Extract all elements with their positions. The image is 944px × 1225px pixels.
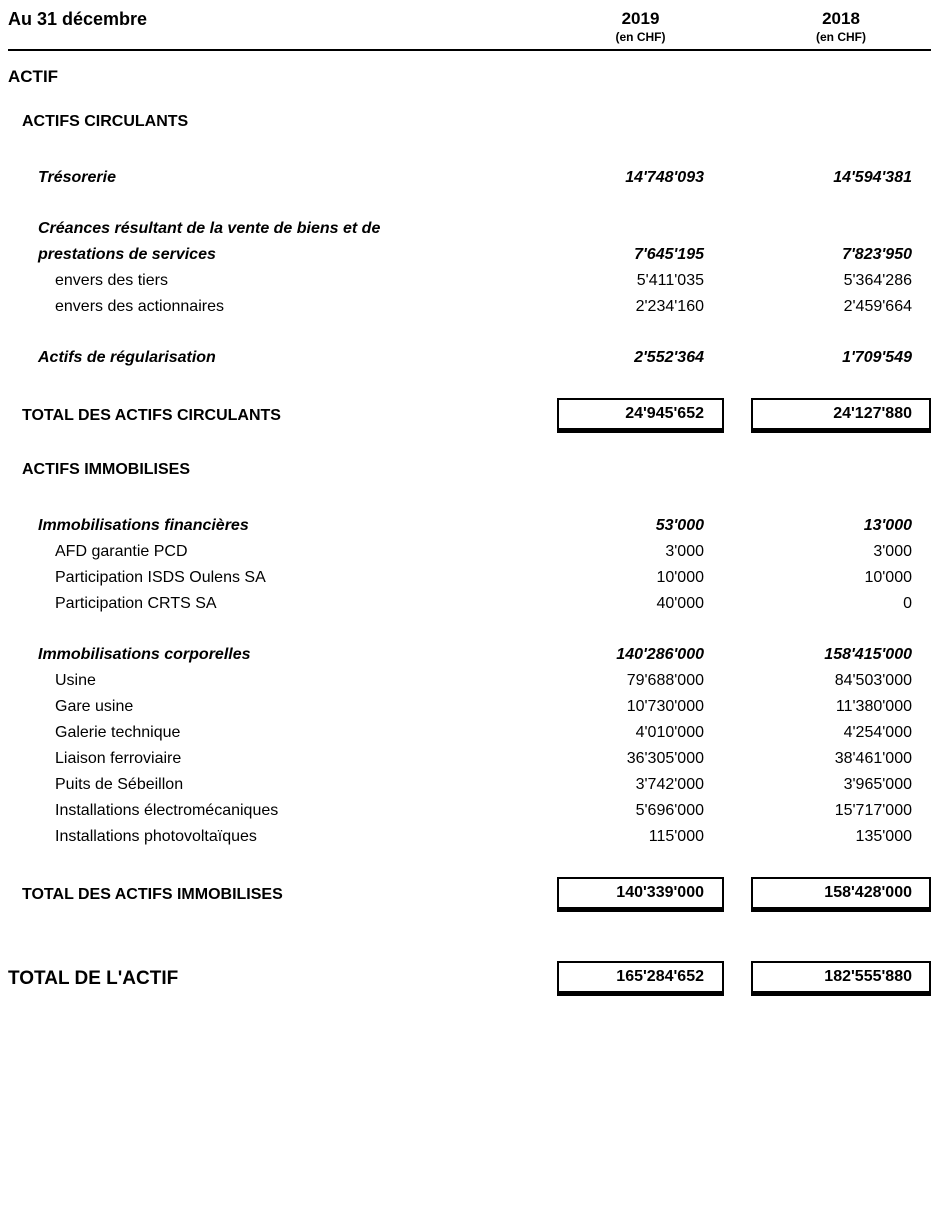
table-row xyxy=(8,396,931,435)
value-2018: 158'415'000 xyxy=(824,646,912,663)
row-label: Créances résultant de la vente de biens et de xyxy=(38,220,381,237)
value-2019: 24'945'652 xyxy=(557,398,724,430)
value-2019: 7'645'195 xyxy=(634,246,704,263)
value-2018: 0 xyxy=(903,595,912,612)
column-header-2019 xyxy=(557,8,724,45)
value-2019: 2'234'160 xyxy=(635,298,704,315)
column-header-2018 xyxy=(751,8,931,45)
value-2018: 182'555'880 xyxy=(751,961,931,993)
table-row xyxy=(8,165,931,191)
value-2019: 14'748'093 xyxy=(625,169,704,186)
row-label: Installations photovoltaïques xyxy=(55,828,257,845)
value-2019: 3'000 xyxy=(665,543,704,560)
table-row xyxy=(8,824,931,850)
value-2018: 3'000 xyxy=(873,543,912,560)
value-2019: 3'742'000 xyxy=(635,776,704,793)
row-label: Immobilisations corporelles xyxy=(38,646,251,663)
table-row xyxy=(8,694,931,720)
column-unit-2018: (en CHF) xyxy=(816,30,866,44)
table-row xyxy=(8,642,931,668)
table-row xyxy=(8,513,931,539)
value-2019: 115'000 xyxy=(648,828,704,845)
row-label: Galerie technique xyxy=(55,724,181,741)
page-title: Au 31 décembre xyxy=(8,9,148,29)
row-label: envers des actionnaires xyxy=(55,298,224,315)
row-label: Puits de Sébeillon xyxy=(55,776,184,793)
table-row xyxy=(8,798,931,824)
value-2018: 135'000 xyxy=(855,828,912,845)
value-2019: 140'286'000 xyxy=(616,646,704,663)
row-label: Trésorerie xyxy=(38,169,116,186)
value-2019: 10'000 xyxy=(656,569,704,586)
table-row xyxy=(8,746,931,772)
value-2019: 10'730'000 xyxy=(626,698,704,715)
value-2018: 7'823'950 xyxy=(842,246,912,263)
value-2018: 5'364'286 xyxy=(843,272,912,289)
table-row xyxy=(8,591,931,617)
row-label: ACTIFS CIRCULANTS xyxy=(22,113,189,130)
row-label: Liaison ferroviaire xyxy=(55,750,182,767)
value-2018: 1'709'549 xyxy=(842,349,912,366)
value-2018: 158'428'000 xyxy=(751,877,931,909)
row-label: TOTAL DES ACTIFS IMMOBILISES xyxy=(22,885,283,903)
row-label: AFD garantie PCD xyxy=(55,543,188,560)
table-row xyxy=(8,216,931,242)
row-label: Actifs de régularisation xyxy=(38,349,216,366)
value-2019: 4'010'000 xyxy=(635,724,704,741)
value-2019: 40'000 xyxy=(656,595,704,612)
row-label: prestations de services xyxy=(38,246,216,263)
table-row xyxy=(8,668,931,694)
row-label: Immobilisations financières xyxy=(38,517,249,534)
table-row xyxy=(8,565,931,591)
row-label: Participation ISDS Oulens SA xyxy=(55,569,266,586)
value-2018: 15'717'000 xyxy=(834,802,912,819)
row-label: Usine xyxy=(55,672,96,689)
value-2019: 5'696'000 xyxy=(635,802,704,819)
value-2018: 10'000 xyxy=(864,569,912,586)
value-2018: 4'254'000 xyxy=(843,724,912,741)
table-row xyxy=(8,112,931,132)
value-2018: 38'461'000 xyxy=(834,750,912,767)
row-label: Installations électromécaniques xyxy=(55,802,279,819)
value-2019: 140'339'000 xyxy=(557,877,724,909)
table-row xyxy=(8,345,931,371)
column-year-2018: 2018 xyxy=(822,9,860,28)
value-2018: 24'127'880 xyxy=(751,398,931,430)
table-row xyxy=(8,242,931,268)
table-row xyxy=(8,294,931,320)
value-2018: 84'503'000 xyxy=(834,672,912,689)
table-row xyxy=(8,66,931,87)
value-2019: 165'284'652 xyxy=(557,961,724,993)
row-label: Gare usine xyxy=(55,698,134,715)
table-row xyxy=(8,959,931,998)
column-unit-2019: (en CHF) xyxy=(615,30,666,44)
value-2018: 2'459'664 xyxy=(843,298,912,315)
table-row xyxy=(8,772,931,798)
value-2019: 2'552'364 xyxy=(634,349,704,366)
table-row xyxy=(8,539,931,565)
row-label: ACTIF xyxy=(8,67,59,86)
table-body xyxy=(8,66,931,998)
row-label: TOTAL DES ACTIFS CIRCULANTS xyxy=(22,406,281,424)
value-2019: 5'411'035 xyxy=(636,272,704,289)
row-label: envers des tiers xyxy=(55,272,168,289)
value-2018: 14'594'381 xyxy=(833,169,912,186)
table-header xyxy=(8,8,931,51)
row-label: TOTAL DE L'ACTIF xyxy=(8,967,179,989)
value-2019: 53'000 xyxy=(655,517,704,534)
row-label: ACTIFS IMMOBILISES xyxy=(22,461,190,478)
table-row xyxy=(8,720,931,746)
column-year-2019: 2019 xyxy=(621,9,660,28)
value-2019: 79'688'000 xyxy=(626,672,704,689)
value-2018: 3'965'000 xyxy=(843,776,912,793)
value-2019: 36'305'000 xyxy=(626,750,704,767)
row-label: Participation CRTS SA xyxy=(55,595,217,612)
table-row xyxy=(8,460,931,480)
table-row xyxy=(8,268,931,294)
value-2018: 11'380'000 xyxy=(835,698,912,715)
table-row xyxy=(8,875,931,914)
value-2018: 13'000 xyxy=(863,517,912,534)
